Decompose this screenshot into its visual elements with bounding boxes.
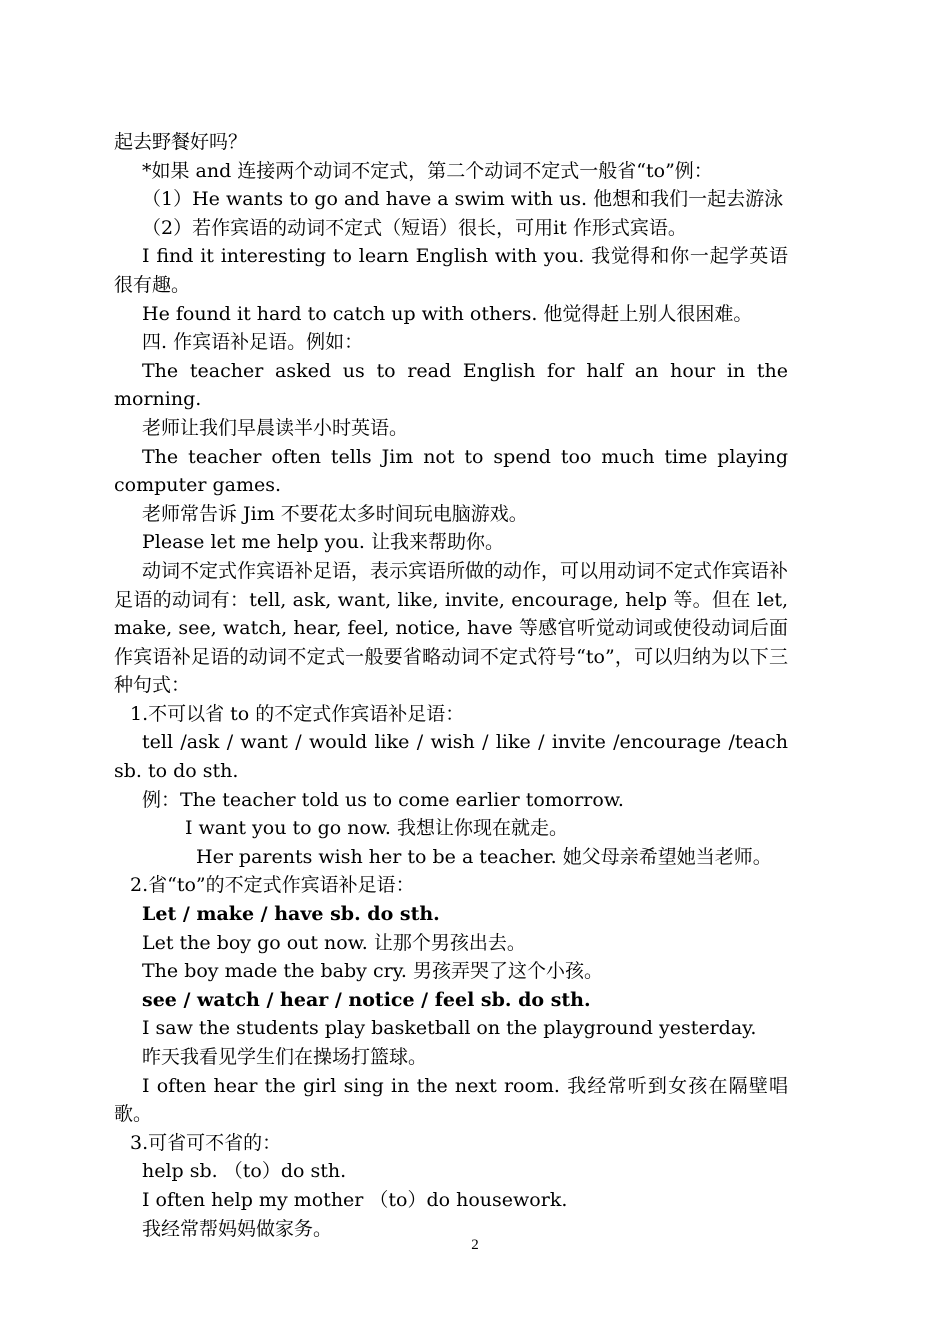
paragraph: tell /ask / want / would like / wish / like / invite /encourage /teach sb. to do sth. (114, 731, 788, 783)
paragraph: （1）He wants to go and have a swim with us. 他想和我们一起去游泳 (142, 188, 784, 211)
paragraph: 老师让我们早晨读半小时英语。 (142, 416, 409, 439)
paragraph: 起去野餐好吗？ (114, 131, 248, 153)
paragraph: 例：The teacher told us to come earlier tomorrow. (142, 788, 624, 811)
paragraph: Let / make / have sb. do sth. (142, 903, 440, 926)
paragraph: Let the boy go out now. 让那个男孩出去。 (142, 931, 526, 954)
paragraph: help sb. （to）do sth. (142, 1160, 347, 1183)
paragraph: see / watch / hear / notice / feel sb. do sth. (142, 988, 591, 1011)
paragraph: 动词不定式作宾语补足语，表示宾语所做的动作，可以用动词不定式作宾语补足语的动词有：tell, ask, want, like, invite, encourage, help 等。但在 let, make, see, watch, hear, feel, notice, have 等感官听觉动词或使役动词后面作宾语补足语的动词不定式一般要省略动词不定式符号“to”，可以归纳为以下三种句式： (114, 559, 789, 697)
paragraph: 1.不可以省 to 的不定式作宾语补足语： (130, 702, 465, 725)
paragraph: 2.省“to”的不定式作宾语补足语： (130, 874, 415, 897)
paragraph: Her parents wish her to be a teacher. 她父母亲希望她当老师。 (196, 845, 772, 868)
paragraph: （2）若作宾语的动词不定式（短语）很长，可用it 作形式宾语。 (142, 216, 687, 239)
page-number: 2 (471, 1237, 479, 1253)
paragraph: I want you to go now. 我想让你现在就走。 (185, 817, 569, 840)
paragraph: 我经常帮妈妈做家务。 (142, 1217, 333, 1240)
paragraph: I often help my mother （to）do housework. (142, 1188, 568, 1211)
paragraph: The teacher asked us to read English for half an hour in the morning. (114, 359, 788, 411)
paragraph: The teacher often tells Jim not to spend too much time playing computer games. (114, 445, 788, 497)
paragraph: 昨天我看见学生们在操场打篮球。 (142, 1046, 428, 1068)
page-body (114, 128, 788, 1243)
paragraph: 3.可省可不省的： (130, 1131, 282, 1154)
paragraph: 四. 作宾语补足语。例如： (142, 331, 364, 354)
paragraph: The boy made the baby cry. 男孩弄哭了这个小孩。 (142, 960, 603, 983)
paragraph: I find it interesting to learn English with you. 我觉得和你一起学英语很有趣。 (114, 245, 788, 296)
paragraph: Please let me help you. 让我来帮助你。 (142, 531, 505, 554)
paragraph: He found it hard to catch up with others. 他觉得赶上别人很困难。 (142, 302, 753, 325)
paragraph: I often hear the girl sing in the next room. 我经常听到女孩在隔壁唱歌。 (114, 1074, 788, 1126)
paragraph: I saw the students play basketball on the playground yesterday. (142, 1017, 757, 1040)
paragraph: *如果 and 连接两个动词不定式，第二个动词不定式一般省“to”例： (142, 159, 713, 182)
paragraph: 老师常告诉 Jim 不要花太多时间玩电脑游戏。 (142, 502, 528, 525)
